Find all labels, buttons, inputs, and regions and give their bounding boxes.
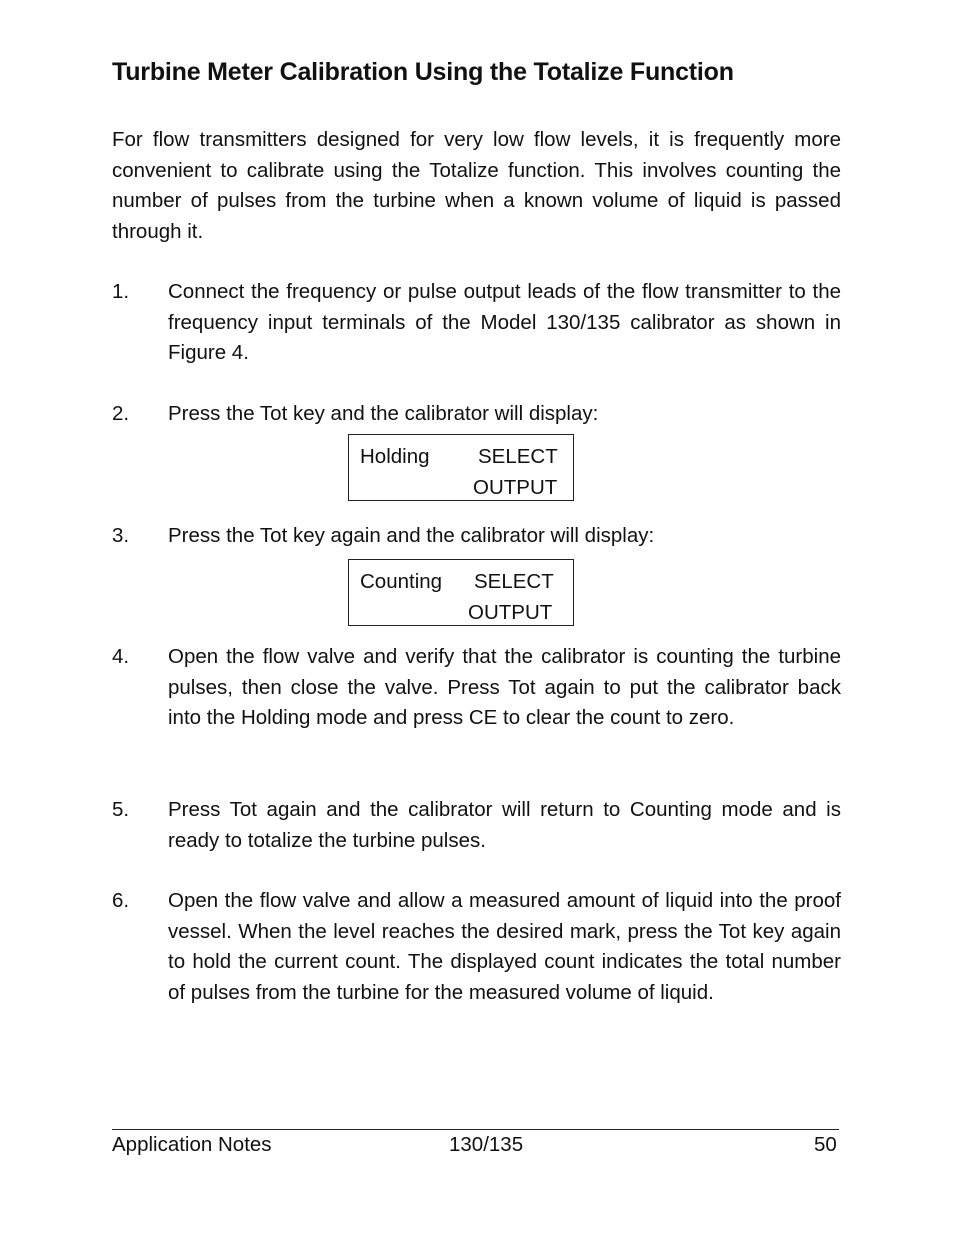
display-mode: Holding bbox=[360, 445, 430, 468]
page-title: Turbine Meter Calibration Using the Totalize Function bbox=[112, 58, 734, 86]
calibrator-display-holding bbox=[348, 434, 574, 501]
display-select: SELECT bbox=[474, 570, 554, 593]
calibrator-display-counting bbox=[348, 559, 574, 626]
step-number: 4. bbox=[112, 645, 130, 668]
footer-model: 130/135 bbox=[449, 1133, 524, 1156]
intro-paragraph: For flow transmitters designed for very low flow levels, it is frequently more convenient to calibrate using the Totalize function. This involves counting the number of pulses from the turbine when a known volume of liquid is passed through it. bbox=[112, 128, 841, 243]
step-text: Open the flow valve and verify that the calibrator is counting the turbine pulses, then close the valve. Press Tot again to put the calibrator back into the Holding mode and press CE to clear the count to zero. bbox=[168, 645, 841, 729]
step-number: 2. bbox=[112, 402, 130, 425]
step-text: Connect the frequency or pulse output leads of the flow transmitter to the frequency input terminals of the Model 130/135 calibrator as shown in Figure 4. bbox=[168, 280, 841, 364]
step-text: Press the Tot key again and the calibrator will display: bbox=[168, 524, 655, 547]
footer-divider bbox=[112, 1129, 839, 1130]
step-number: 5. bbox=[112, 798, 130, 821]
step-text: Press the Tot key and the calibrator will display: bbox=[168, 402, 599, 425]
step-number: 1. bbox=[112, 280, 130, 303]
step-number: 3. bbox=[112, 524, 130, 547]
step-number: 6. bbox=[112, 889, 130, 912]
display-output: OUTPUT bbox=[468, 601, 553, 624]
step-text: Press Tot again and the calibrator will return to Counting mode and is ready to totalize the turbine pulses. bbox=[168, 798, 841, 852]
page-number: 50 bbox=[814, 1133, 837, 1156]
display-select: SELECT bbox=[478, 445, 558, 468]
step-text: Open the flow valve and allow a measured amount of liquid into the proof vessel. When the level reaches the desired mark, press the Tot key again to hold the current count. The displayed count indicates the total number of pulses from the turbine for the measured volume of liquid. bbox=[168, 889, 841, 1004]
footer-section: Application Notes bbox=[112, 1133, 272, 1156]
display-mode: Counting bbox=[360, 570, 443, 593]
display-output: OUTPUT bbox=[473, 476, 558, 499]
